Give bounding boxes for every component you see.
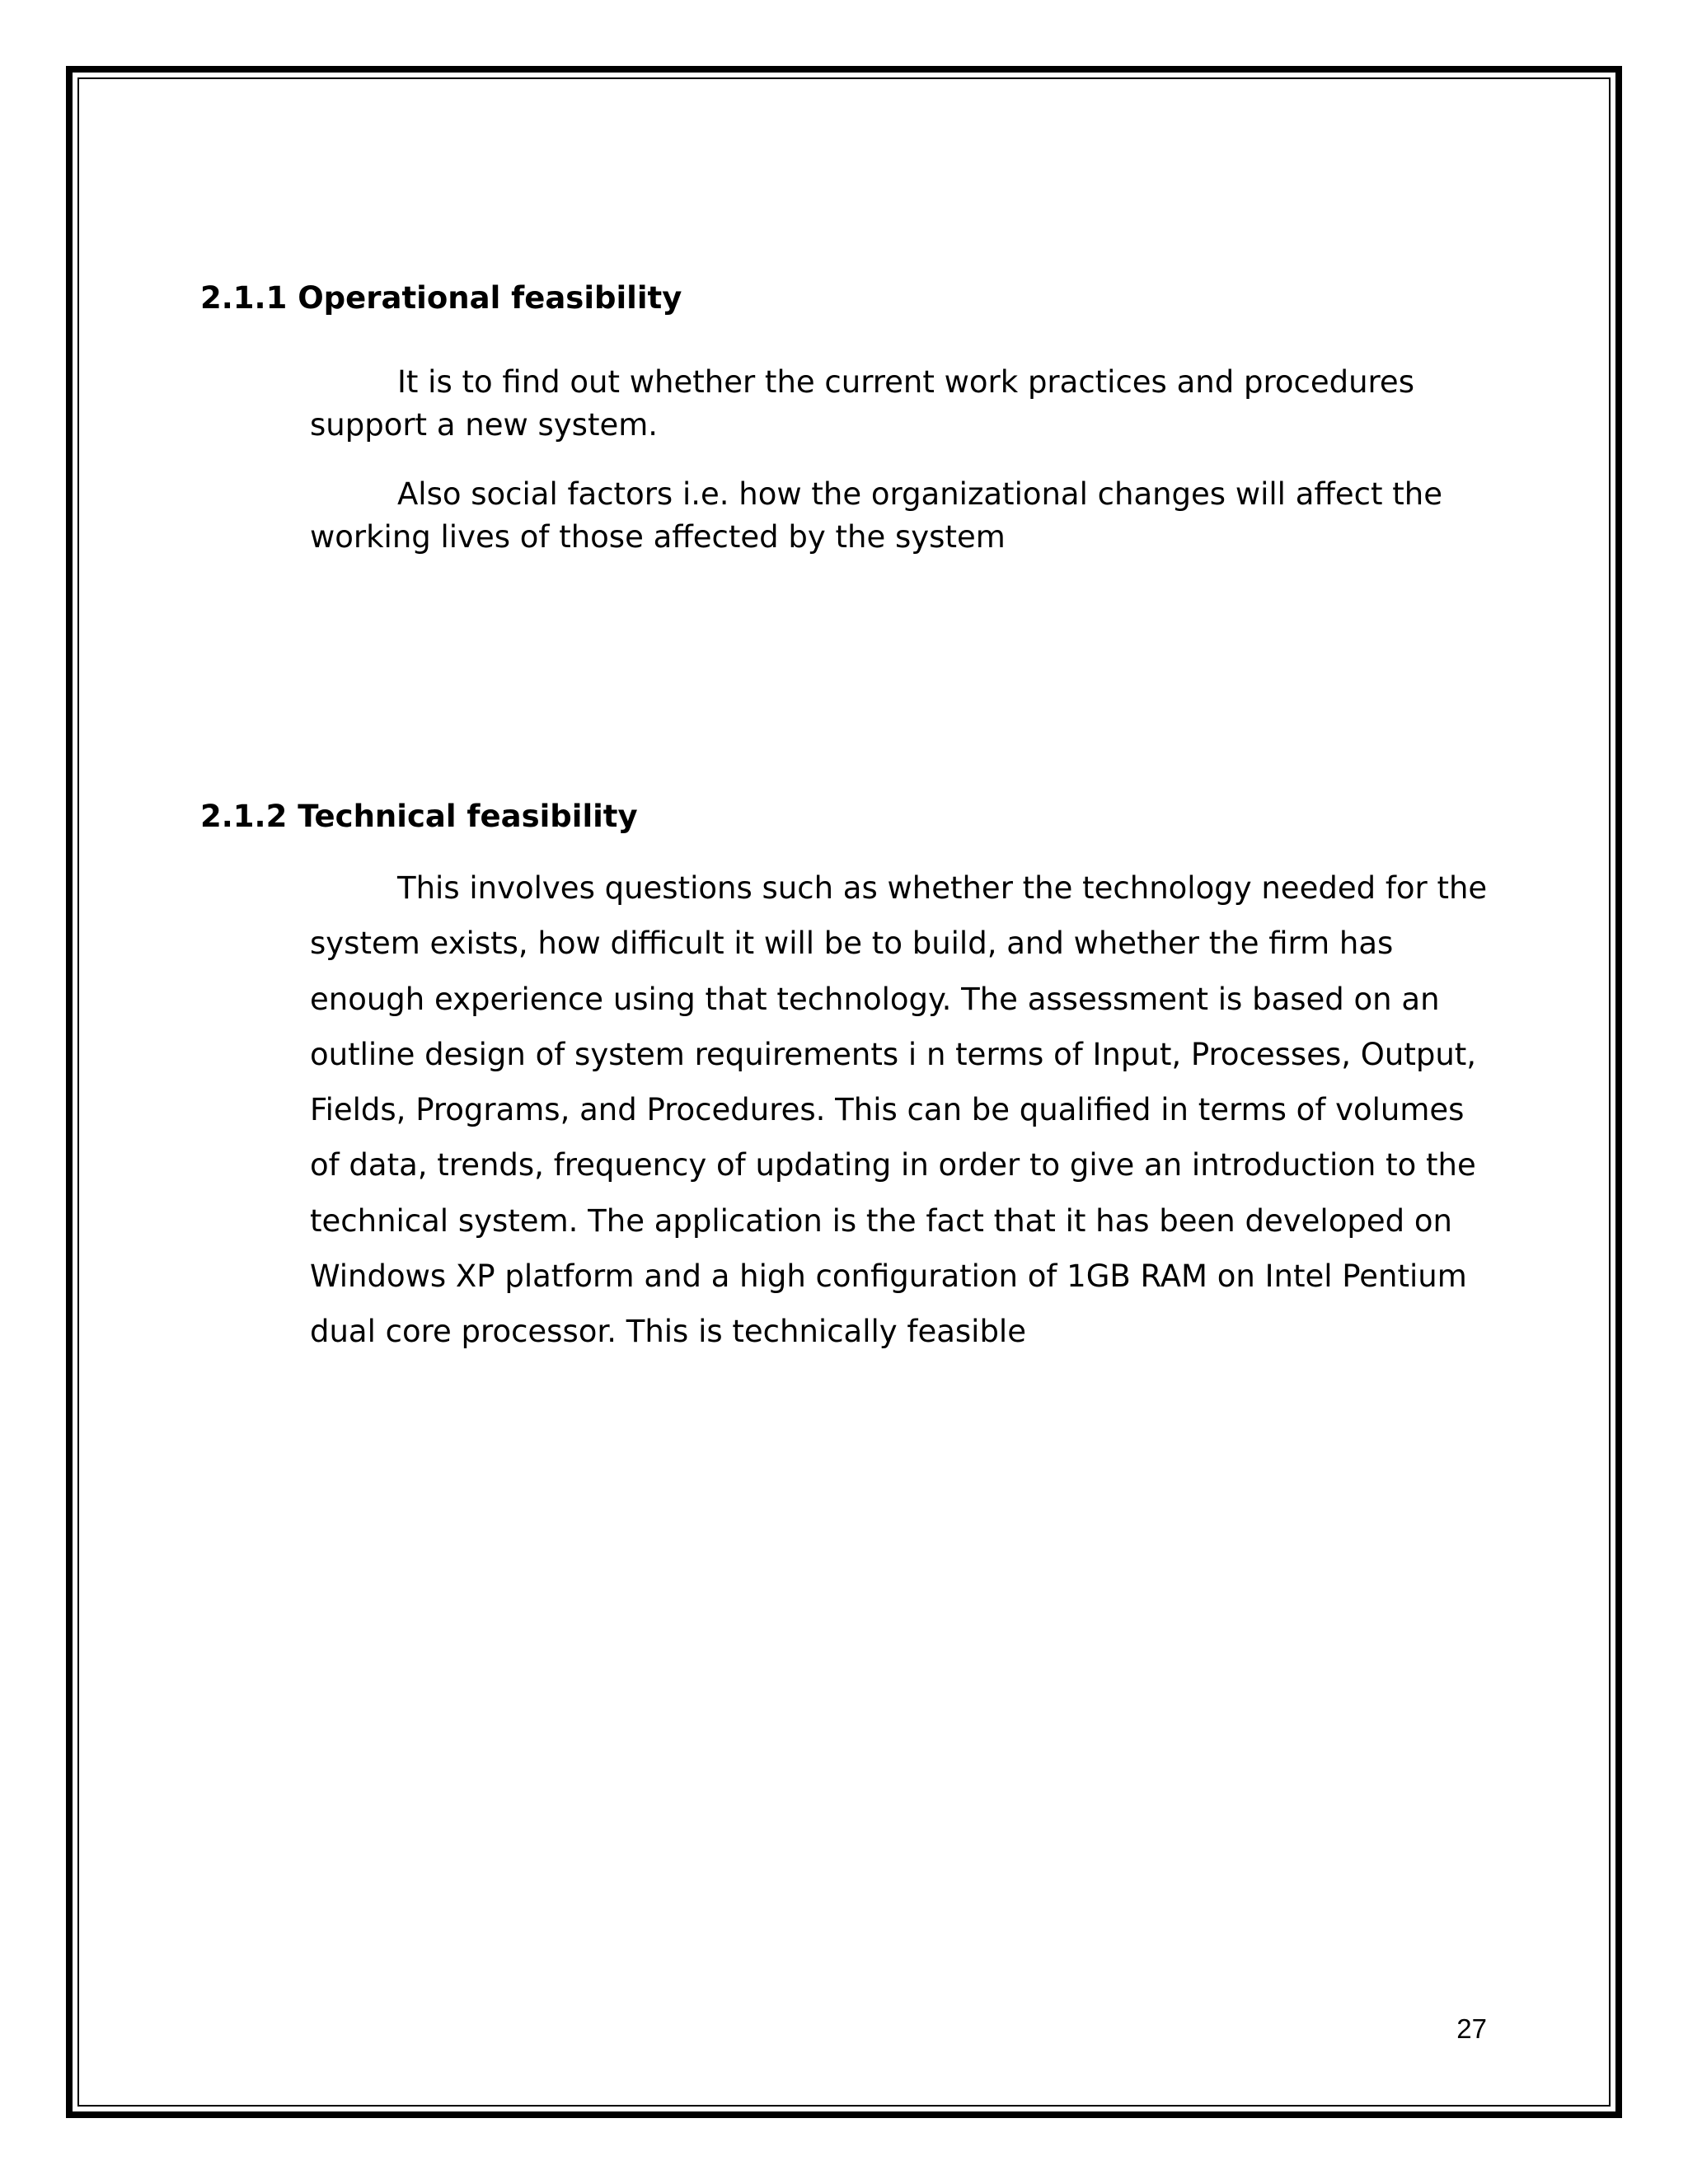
technical-feasibility-paragraph: This involves questions such as whether the technology needed for the system exists, how difficult it will be to build, and whether the firm has enough experience using that technology. The assessment is based on an outline design of system requirements i n terms of Input, Processes, Output, Fields, Programs, and Procedures. This can be qualified in terms of volumes of data, trends, frequency of updating in order to give an introduction to the technical system. The application is the fact that it has been developed on Windows XP platform and a high configuration of 1GB RAM on Intel Pentium dual core processor. This is technically feasible (310, 870, 1488, 1350)
section-heading-technical-feasibility: 2.1.2 Technical feasibility (200, 799, 638, 834)
operational-feasibility-paragraph-1: It is to find out whether the current work practices and procedures support a new system. (310, 364, 1414, 443)
section-heading-operational-feasibility: 2.1.1 Operational feasibility (200, 280, 682, 316)
page-number: 27 (1456, 2013, 1487, 2044)
operational-feasibility-paragraph-2: Also social factors i.e. how the organizational changes will affect the working lives of those affected by the system (310, 476, 1442, 555)
